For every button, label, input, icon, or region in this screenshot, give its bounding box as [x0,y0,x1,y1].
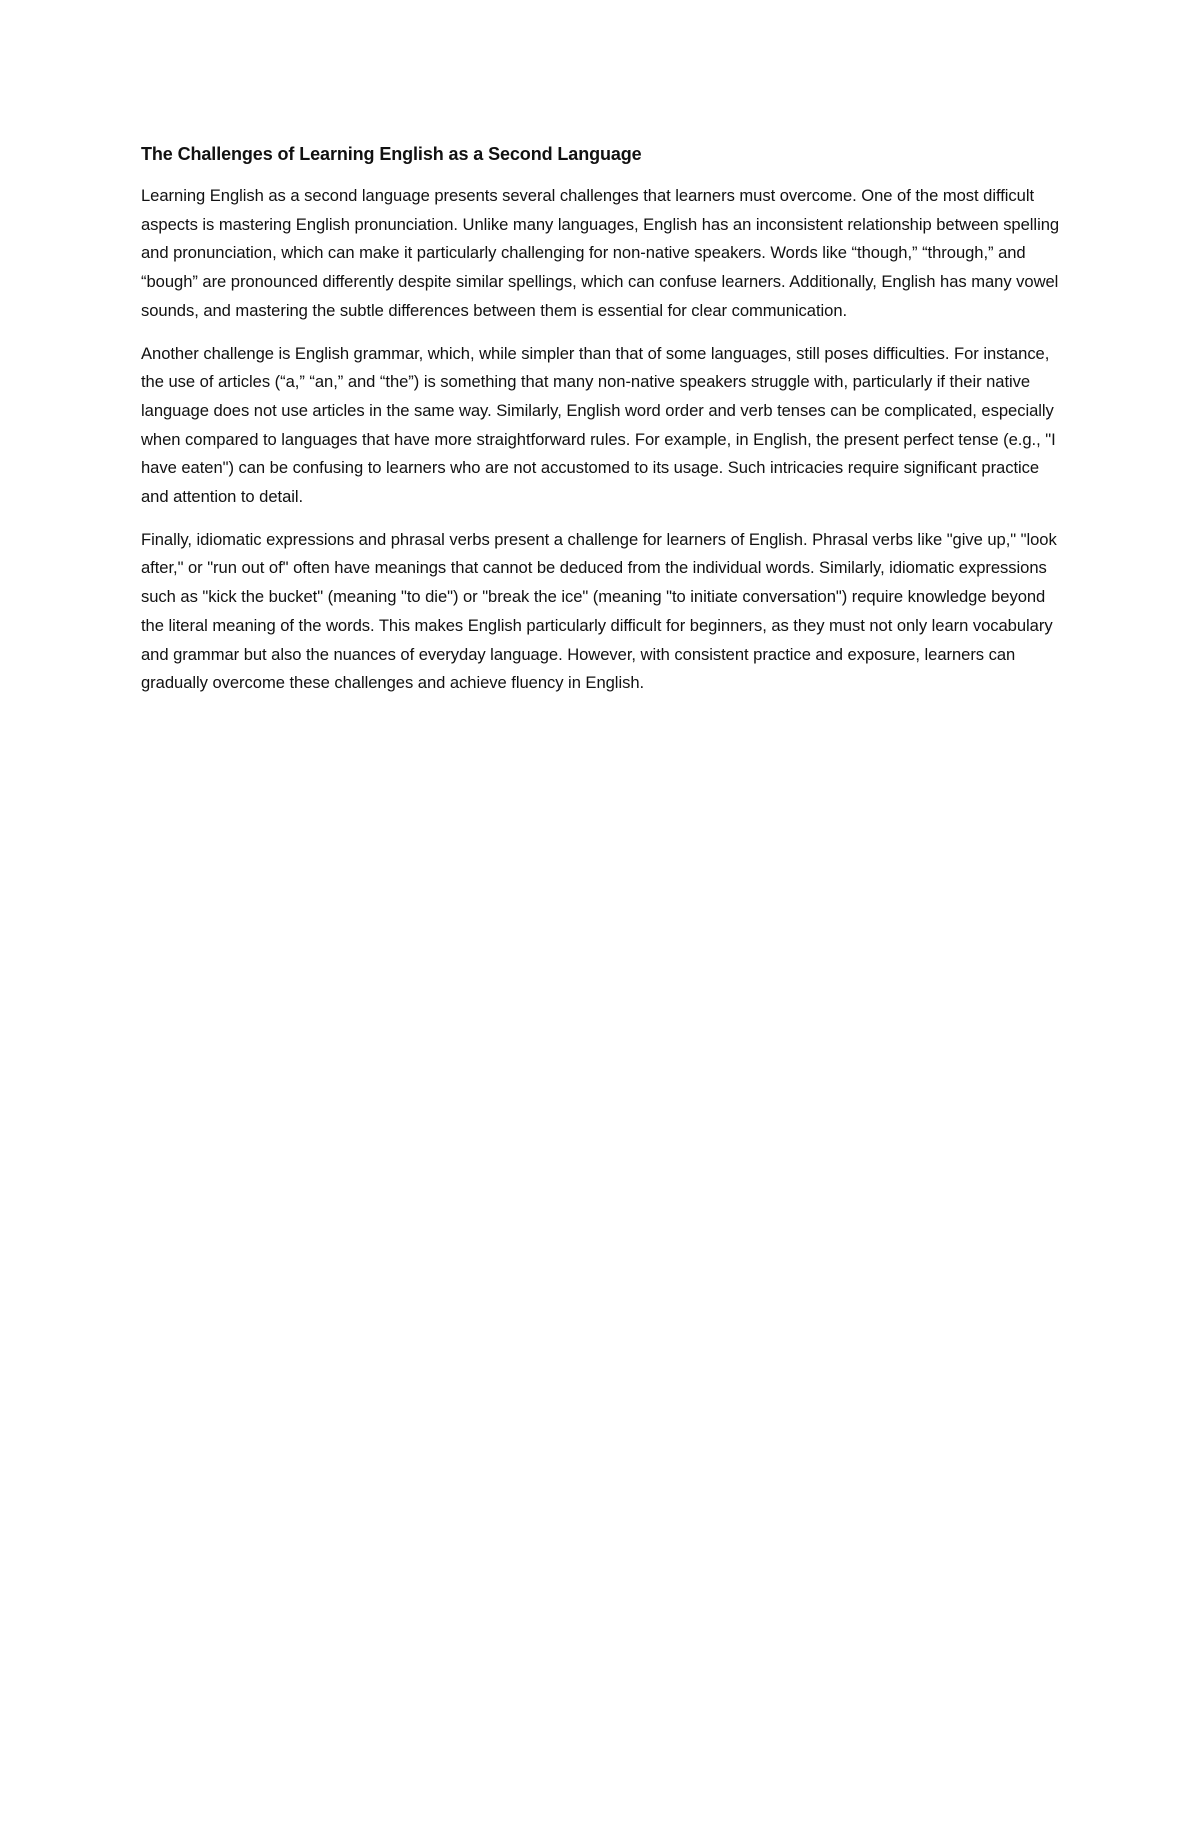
paragraph-grammar: Another challenge is English grammar, which, while simpler than that of some languages, still poses difficulties. For instance, the use of articles (“a,” “an,” and “the”) is something that many non-native speakers struggle with, particularly if their native language does not use articles in the same way. Similarly, English word order and verb tenses can be complicated, especially when compared to languages that have more straightforward rules. For example, in English, the present perfect tense (e.g., "I have eaten") can be confusing to learners who are not accustomed to its usage. Such intricacies require significant practice and attention to detail. [141,343,1056,507]
document-title: The Challenges of Learning English as a Second Language [141,144,642,164]
document-body [141,140,1061,712]
paragraph-pronunciation: Learning English as a second language presents several challenges that learners must overcome. One of the most difficult aspects is mastering English pronunciation. Unlike many languages, English has an inconsistent relationship between spelling and pronunciation, which can make it particularly challenging for non-native speakers. Words like “though,” “through,” and “bough” are pronounced differently despite similar spellings, which can confuse learners. Additionally, English has many vowel sounds, and mastering the subtle differences between them is essential for clear communication. [141,186,1060,320]
paragraph-idioms: Finally, idiomatic expressions and phrasal verbs present a challenge for learners of English. Phrasal verbs like "give up," "look after," or "run out of" often have meanings that cannot be deduced from the individual words. Similarly, idiomatic expressions such as "kick the bucket" (meaning "to die") or "break the ice" (meaning "to initiate conversation") require knowledge beyond the literal meaning of the words. This makes English particularly difficult for beginners, as they must not only learn vocabulary and grammar but also the nuances of everyday language. However, with consistent practice and exposure, learners can gradually overcome these challenges and achieve fluency in English. [141,529,1057,693]
